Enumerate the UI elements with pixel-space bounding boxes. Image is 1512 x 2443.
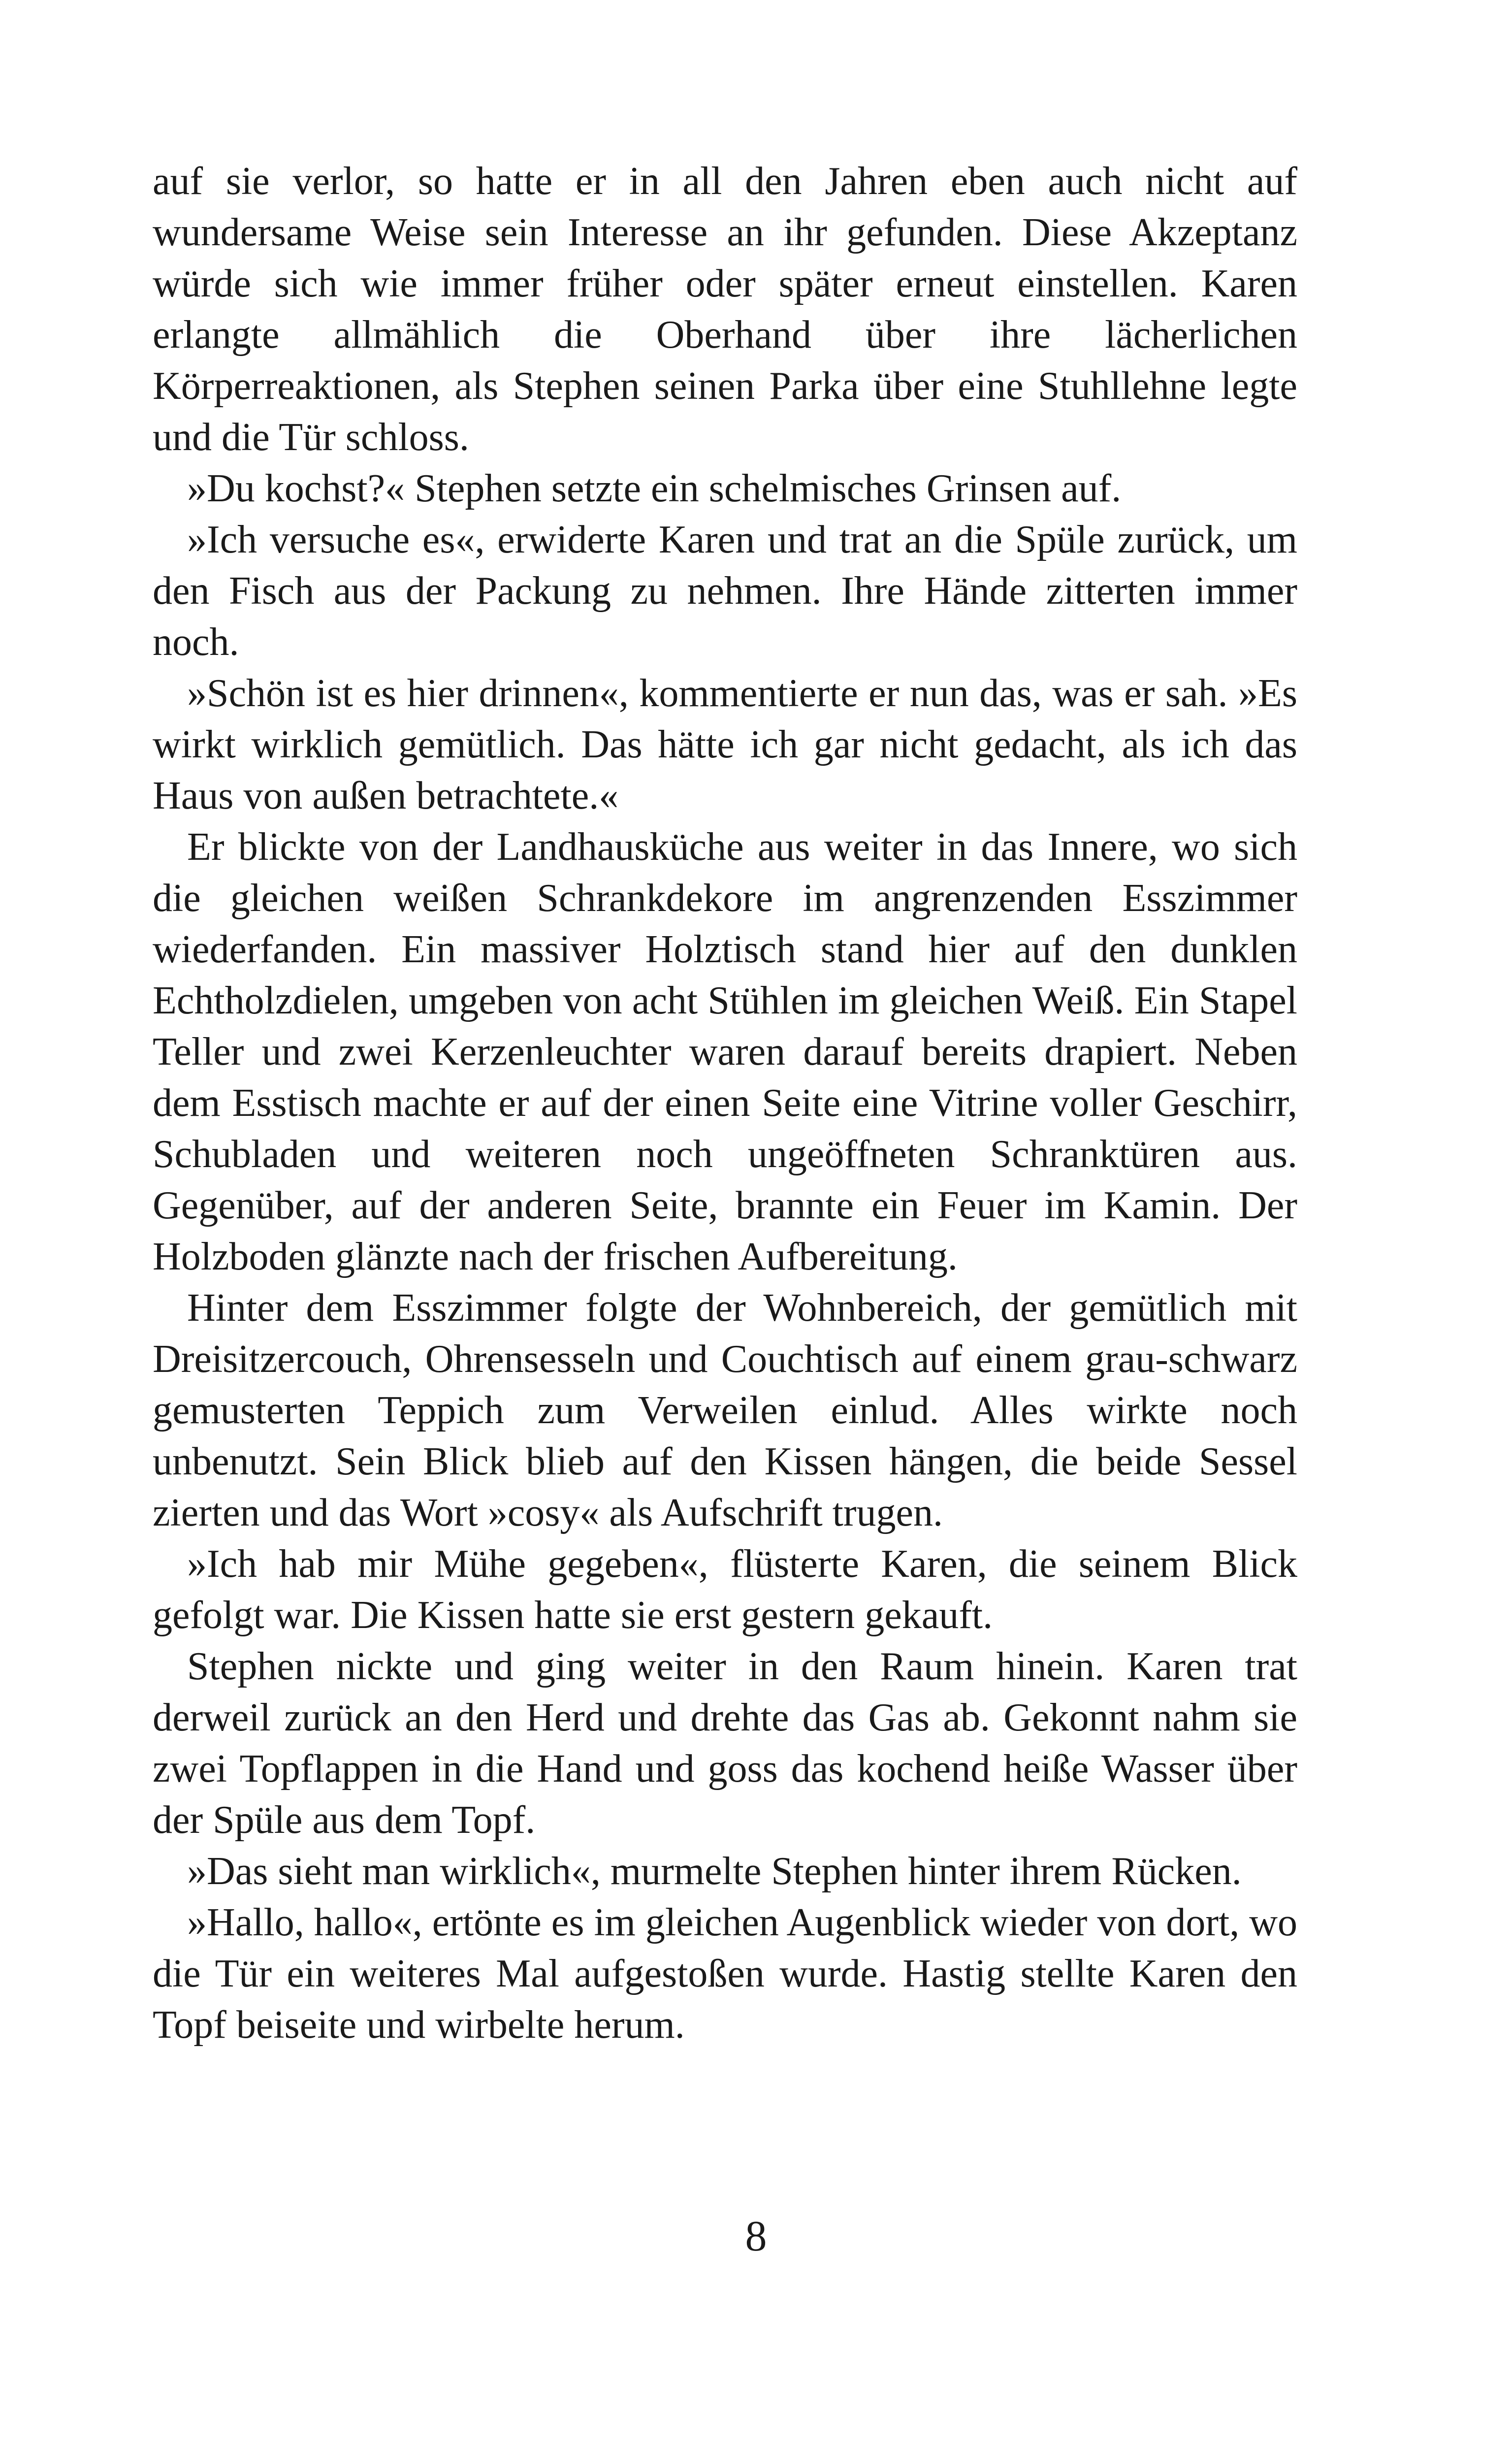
paragraph-8: Stephen nickte und ging weiter in den Raum hinein. Karen trat derweil zurück an den Herd und drehte das Gas ab. Gekonnt nahm sie zwei Topflappen in die Hand und goss das kochend heiße Wasser über der Spüle aus dem Topf. bbox=[153, 1645, 1297, 1842]
paragraph-5: Er blickte von der Landhausküche aus weiter in das Innere, wo sich die gleichen weißen Schrankdekore im angrenzenden Esszimmer wiederfanden. Ein massiver Holztisch stand hier auf den dunklen Echtholzdielen, umgeben von acht Stühlen im gleichen Weiß. Ein Stapel Teller und zwei Kerzenleuchter waren darauf bereits drapiert. Neben dem Esstisch machte er auf der einen Seite eine Vitrine voller Geschirr, Schubladen und weiteren noch ungeöffneten Schranktüren aus. Gegenüber, auf der anderen Seite, brannte ein Feuer im Kamin. Der Holzboden glänzte nach der frischen Aufbereitung. bbox=[153, 825, 1297, 1278]
paragraph-3: »Ich versuche es«, erwiderte Karen und trat an die Spüle zurück, um den Fisch aus der Packung zu nehmen. Ihre Hände zitterten immer noch. bbox=[153, 518, 1297, 664]
body-text bbox=[153, 156, 1297, 2051]
paragraph-10: »Hallo, hallo«, ertönte es im gleichen Augenblick wieder von dort, wo die Tür ein weiteres Mal aufgestoßen wurde. Hastig stellte Karen den Topf beiseite und wirbelte herum. bbox=[153, 1901, 1297, 2047]
paragraph-1: auf sie verlor, so hatte er in all den Jahren eben auch nicht auf wundersame Weise sein Interesse an ihr gefunden. Diese Akzeptanz würde sich wie immer früher oder später erneut einstellen. Karen erlangte allmählich die Oberhand über ihre lächerlichen Körperreaktionen, als Stephen seinen Parka über eine Stuhllehne legte und die Tür schloss. bbox=[153, 160, 1297, 459]
paragraph-9: »Das sieht man wirklich«, murmelte Stephen hinter ihrem Rücken. bbox=[187, 1850, 1242, 1893]
paragraph-6: Hinter dem Esszimmer folgte der Wohnbereich, der gemütlich mit Dreisitzercouch, Ohrensesseln und Couchtisch auf einem grau-schwarz gemusterten Teppich zum Verweilen einlud. Alles wirkte noch unbenutzt. Sein Blick blieb auf den Kissen hängen, die beide Sessel zierten und das Wort »cosy« als Aufschrift trugen. bbox=[153, 1286, 1297, 1534]
page-number: 8 bbox=[745, 2213, 767, 2260]
paragraph-2: »Du kochst?« Stephen setzte ein schelmisches Grinsen auf. bbox=[187, 467, 1122, 510]
paragraph-4: »Schön ist es hier drinnen«, kommentierte er nun das, was er sah. »Es wirkt wirklich gemütlich. Das hätte ich gar nicht gedacht, als ich das Haus von außen betrachtete.« bbox=[153, 672, 1297, 817]
paragraph-7: »Ich hab mir Mühe gegeben«, flüsterte Karen, die seinem Blick gefolgt war. Die Kissen hatte sie erst gestern gekauft. bbox=[153, 1542, 1297, 1637]
